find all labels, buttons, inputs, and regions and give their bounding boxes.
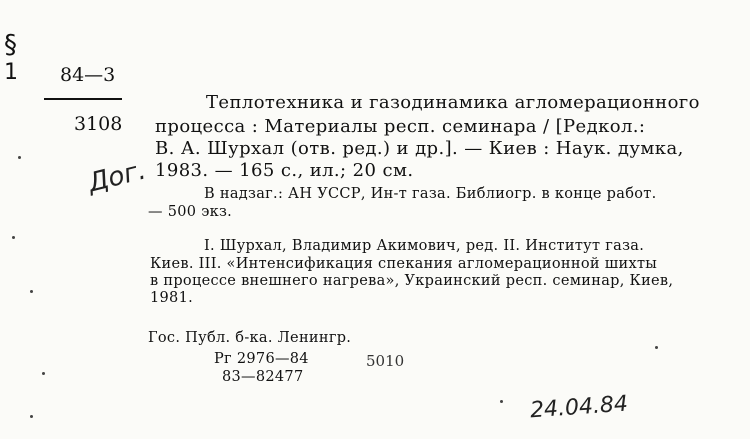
library-register-number: Рг 2976—84: [214, 351, 309, 367]
description-line-3: В. А. Шурхал (отв. ред.) и др.]. — Киев : Наук. думка,: [155, 138, 684, 159]
speck: [500, 400, 503, 403]
edge-mark-top: §: [4, 30, 17, 60]
handwritten-note: Дог.: [85, 155, 149, 199]
speck: [30, 415, 33, 418]
tracings-line-4: 1981.: [150, 290, 194, 306]
speck: [18, 156, 21, 159]
description-line-1: Теплотехника и газодинамика агломерационного: [206, 92, 700, 113]
library-card-number: 83—82477: [222, 369, 304, 385]
notes-line-1: В надзаг.: АН УССР, Ин-т газа. Библиогр. в конце работ.: [204, 186, 657, 202]
speck: [655, 346, 658, 349]
tracings-line-3: в процессе внешнего нагрева», Украинский респ. семинар, Киев,: [150, 273, 674, 289]
library-name: Гос. Публ. б-ка. Ленингр.: [148, 330, 352, 346]
date-signature: 24.04.84: [529, 391, 629, 424]
classification-number: 84—3: [60, 64, 116, 86]
speck: [42, 372, 45, 375]
classification-divider: [44, 98, 122, 100]
description-line-2: процесса : Материалы респ. семинара / [Редкол.:: [155, 116, 646, 137]
stamp-mark: 5010: [366, 352, 405, 370]
speck: [12, 236, 15, 239]
speck: [30, 290, 33, 293]
edge-mark-bottom: 1: [4, 60, 18, 85]
tracings-line-1: I. Шурхал, Владимир Акимович, ред. II. Институт газа.: [204, 238, 645, 254]
author-mark: 3108: [74, 113, 123, 135]
description-line-4: 1983. — 165 с., ил.; 20 см.: [155, 160, 414, 181]
notes-line-2: — 500 экз.: [148, 204, 233, 220]
tracings-line-2: Киев. III. «Интенсификация спекания агломерационной шихты: [150, 256, 658, 272]
